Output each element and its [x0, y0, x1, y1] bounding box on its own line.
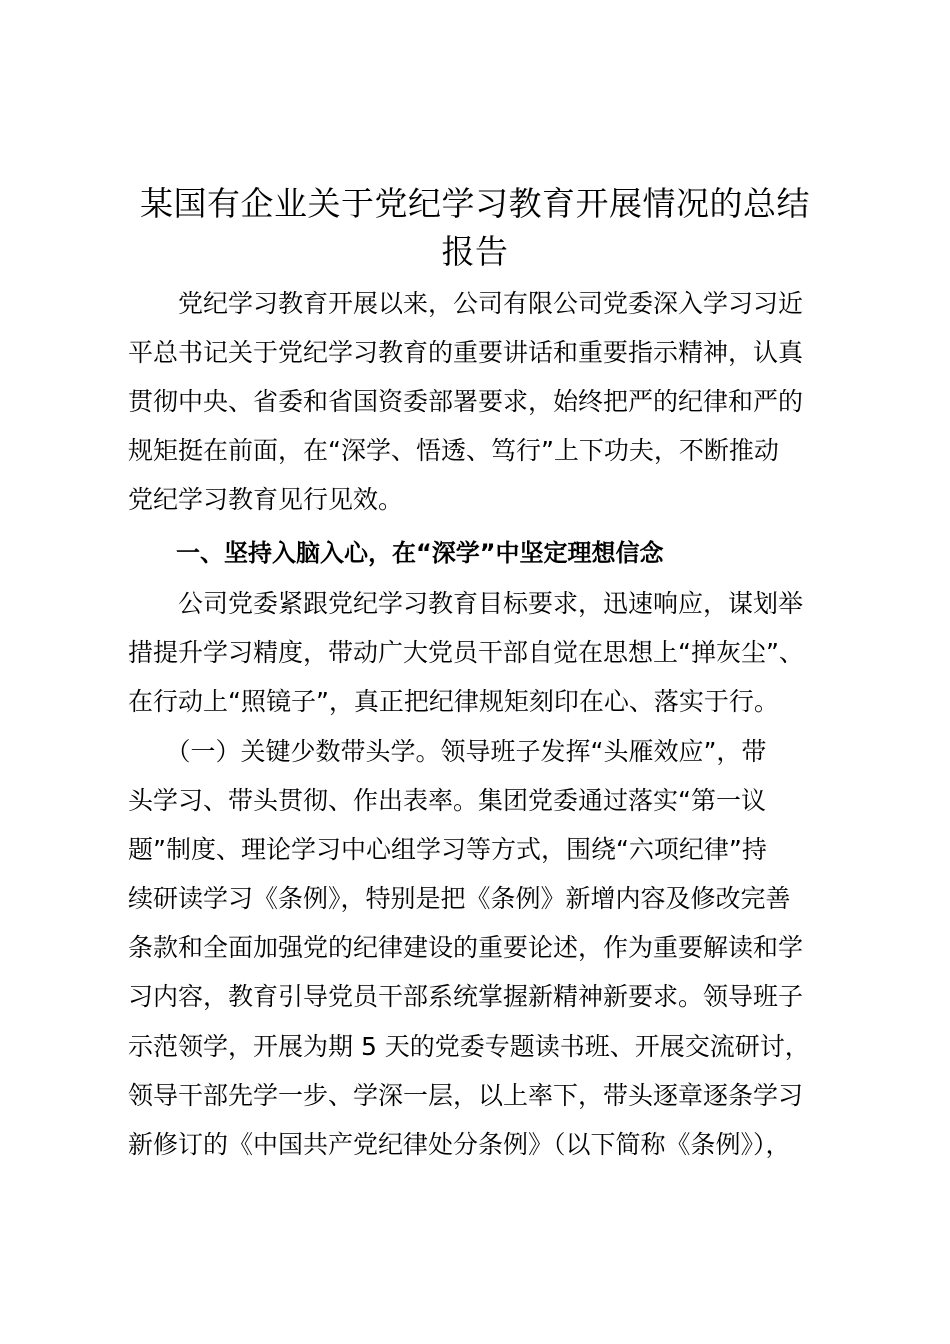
section-1-line: 在行动上“照镜子”，真正把纪律规矩刻印在心、落实于行。: [128, 687, 779, 716]
subsection-1-line: 示范领学，开展为期 5 天的党委专题读书班、开展交流研讨，: [128, 1032, 810, 1061]
title-line-2: 报告: [441, 232, 509, 271]
section-1-line: 措提升学习精度，带动广大党员干部自觉在思想上“掸灰尘”、: [128, 638, 804, 667]
subsection-1-line: 题”制度、理论学习中心组学习等方式，围绕“六项纪律”持: [128, 835, 767, 864]
intro-line: 贯彻中央、省委和省国资委部署要求，始终把严的纪律和严的: [128, 387, 804, 416]
subsection-1-line: 条款和全面加强党的纪律建设的重要论述，作为重要解读和学: [128, 933, 804, 962]
subsection-1-line: 续研读学习《条例》，特别是把《条例》新增内容及修改完善: [128, 884, 791, 913]
subsection-1-line: 头学习、带头贯彻、作出表率。集团党委通过落实“第一议: [128, 786, 766, 815]
intro-line: 党纪学习教育开展以来，公司有限公司党委深入学习习近: [128, 289, 804, 318]
subsection-1-line: 习内容，教育引导党员干部系统掌握新精神新要求。领导班子: [128, 982, 804, 1011]
title-line-1: 某国有企业关于党纪学习教育开展情况的总结: [140, 184, 810, 223]
subsection-1-line: 领导干部先学一步、学深一层，以上率下，带头逐章逐条学习: [128, 1081, 804, 1110]
section-1-line: 公司党委紧跟党纪学习教育目标要求，迅速响应，谋划举: [128, 589, 804, 618]
intro-line: 平总书记关于党纪学习教育的重要讲话和重要指示精神，认真: [128, 338, 804, 367]
section-1-heading: 一、坚持入脑入心，在“深学”中坚定理想信念: [128, 539, 664, 567]
subsection-1-line: （一）关键少数带头学。领导班子发挥“头雁效应”，带: [128, 737, 767, 766]
document-title: [110, 180, 840, 276]
subsection-1-line: 新修订的《中国共产党纪律处分条例》（以下简称《条例》），: [128, 1130, 791, 1159]
intro-line: 规矩挺在前面，在“深学、悟透、笃行”上下功夫，不断推动: [128, 436, 779, 465]
intro-line: 党纪学习教育见行见效。: [128, 485, 404, 514]
